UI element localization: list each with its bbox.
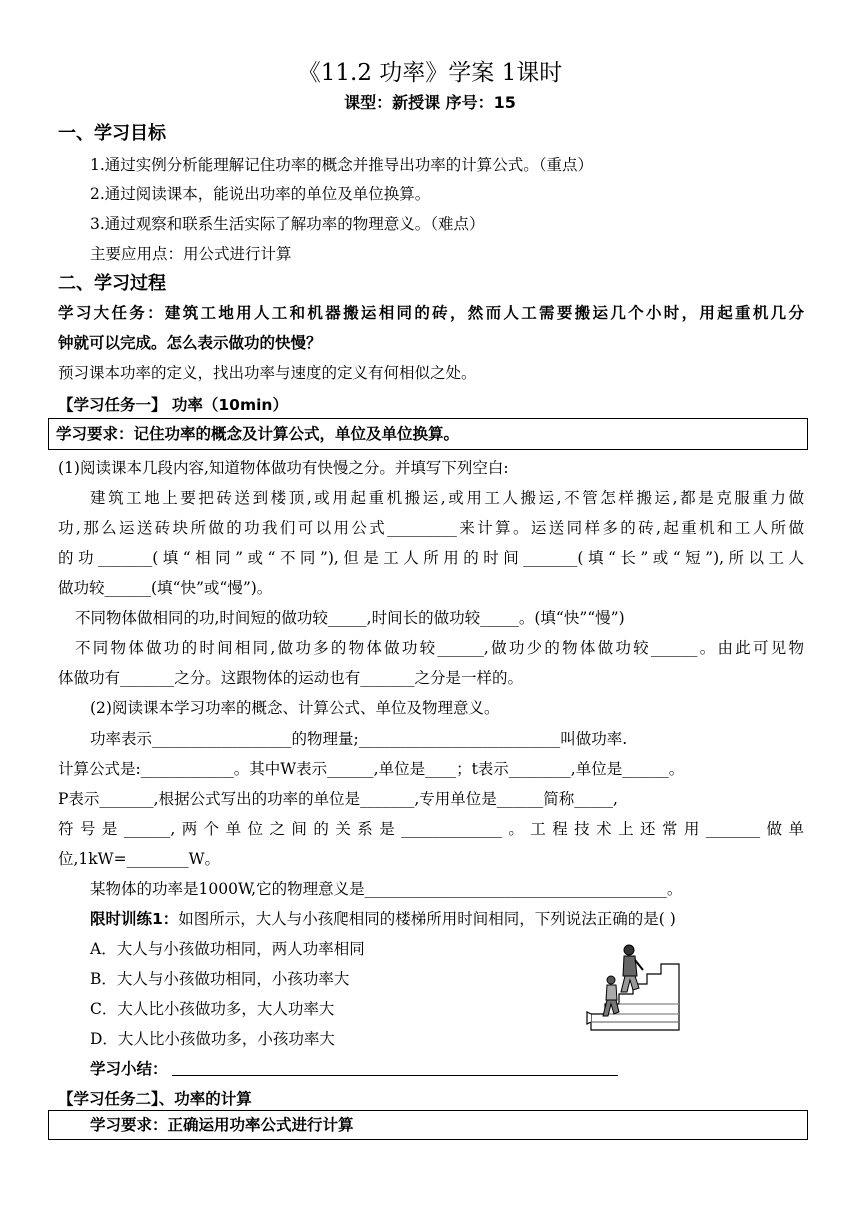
section-heading-process: 二、学习过程 xyxy=(58,273,166,294)
paragraph: 位,1kW=________W。 xyxy=(58,850,221,868)
quiz-option: A．大人与小孩做功相同，两人功率相同 xyxy=(90,940,365,958)
paragraph: 符号是______,两个单位之间的关系是_____________。工程技术上还常用_______做单 xyxy=(58,820,804,838)
stairs-illustration xyxy=(583,940,685,1032)
task1-heading: 【学习任务一】 功率（10min） xyxy=(58,396,288,414)
quiz-question xyxy=(90,908,676,930)
goal-item: 3.通过观察和联系生活实际了解功率的物理意义。（难点） xyxy=(90,215,485,233)
summary-label: 学习小结： xyxy=(90,1060,168,1078)
paragraph: (2)阅读课本学习功率的概念、计算公式、单位及物理意义。 xyxy=(90,699,500,717)
task2-heading: 【学习任务二】、功率的计算 xyxy=(58,1090,252,1108)
goal-item: 主要应用点：用公式进行计算 xyxy=(90,245,292,263)
paragraph: 体做功有_______之分。这跟物体的运动也有_______之分是一样的。 xyxy=(58,669,524,687)
paragraph: 不同物体做相同的功,时间短的做功较_____,时间长的做功较_____。(填“快”“慢”) xyxy=(75,609,625,627)
quiz-option: D．大人比小孩做功多，小孩功率大 xyxy=(90,1030,335,1048)
paragraph: 功率表示__________________的物理量;__________________________叫做功率. xyxy=(90,730,628,748)
goal-item: 1.通过实例分析能理解记住功率的概念并推导出功率的计算公式。（重点） xyxy=(90,156,594,174)
big-task-text: 学习大任务：建筑工地用人工和机器搬运相同的砖，然而人工需要搬运几个小时，用起重机几分 xyxy=(58,304,804,322)
paragraph: 功,那么运送砖块所做的功我们可以用公式_________来计算。运送同样多的砖,起重机和工人所做 xyxy=(58,519,804,537)
paragraph: 做功较______(填“快”或“慢”)。 xyxy=(58,579,273,597)
paragraph: 建筑工地上要把砖送到楼顶,或用起重机搬运,或用工人搬运,不管怎样搬运,都是克服重力做 xyxy=(90,489,804,507)
paragraph: 计算公式是:____________。其中W表示______,单位是____；t表示________,单位是______。 xyxy=(58,760,685,778)
page-title: 《11.2 功率》学案 1课时 xyxy=(297,60,563,86)
goal-item: 2.通过阅读课本，能说出功率的单位及单位换算。 xyxy=(90,185,431,203)
paragraph: (1)阅读课本几段内容,知道物体做功有快慢之分。并填写下列空白: xyxy=(58,459,509,477)
quiz-label: 限时训练1： xyxy=(90,910,179,928)
quiz-option: B．大人与小孩做功相同，小孩功率大 xyxy=(90,970,350,988)
task1-requirement: 学习要求：记住功率的概念及计算公式，单位及单位换算。 xyxy=(56,425,460,443)
page-subtitle: 课型：新授课 序号：15 xyxy=(344,93,516,112)
paragraph: 的功_______(填“相同”或“不同”),但是工人所用的时间_______(填“长”或“短”),所以工人 xyxy=(58,549,804,567)
preview-text: 预习课本功率的定义，找出功率与速度的定义有何相似之处。 xyxy=(58,364,477,382)
paragraph: 某物体的功率是1000W,它的物理意义是_______________________________________。 xyxy=(90,880,683,898)
task2-requirement: 学习要求：正确运用功率公式进行计算 xyxy=(90,1116,354,1134)
section-heading-goals: 一、学习目标 xyxy=(58,123,166,144)
quiz-text: 如图所示，大人与小孩爬相同的楼梯所用时间相同，下列说法正确的是( ) xyxy=(178,910,676,928)
quiz-option: C．大人比小孩做功多，大人功率大 xyxy=(90,1000,335,1018)
paragraph: P表示_______,根据公式写出的功率的单位是_______,专用单位是______简称_____, xyxy=(58,790,618,808)
paragraph: 不同物体做功的时间相同,做功多的物体做功较______,做功少的物体做功较______。由此可见物 xyxy=(75,639,804,657)
summary-blank-line xyxy=(172,1075,618,1076)
big-task-text: 钟就可以完成。怎么表示做功的快慢？ xyxy=(58,334,322,352)
